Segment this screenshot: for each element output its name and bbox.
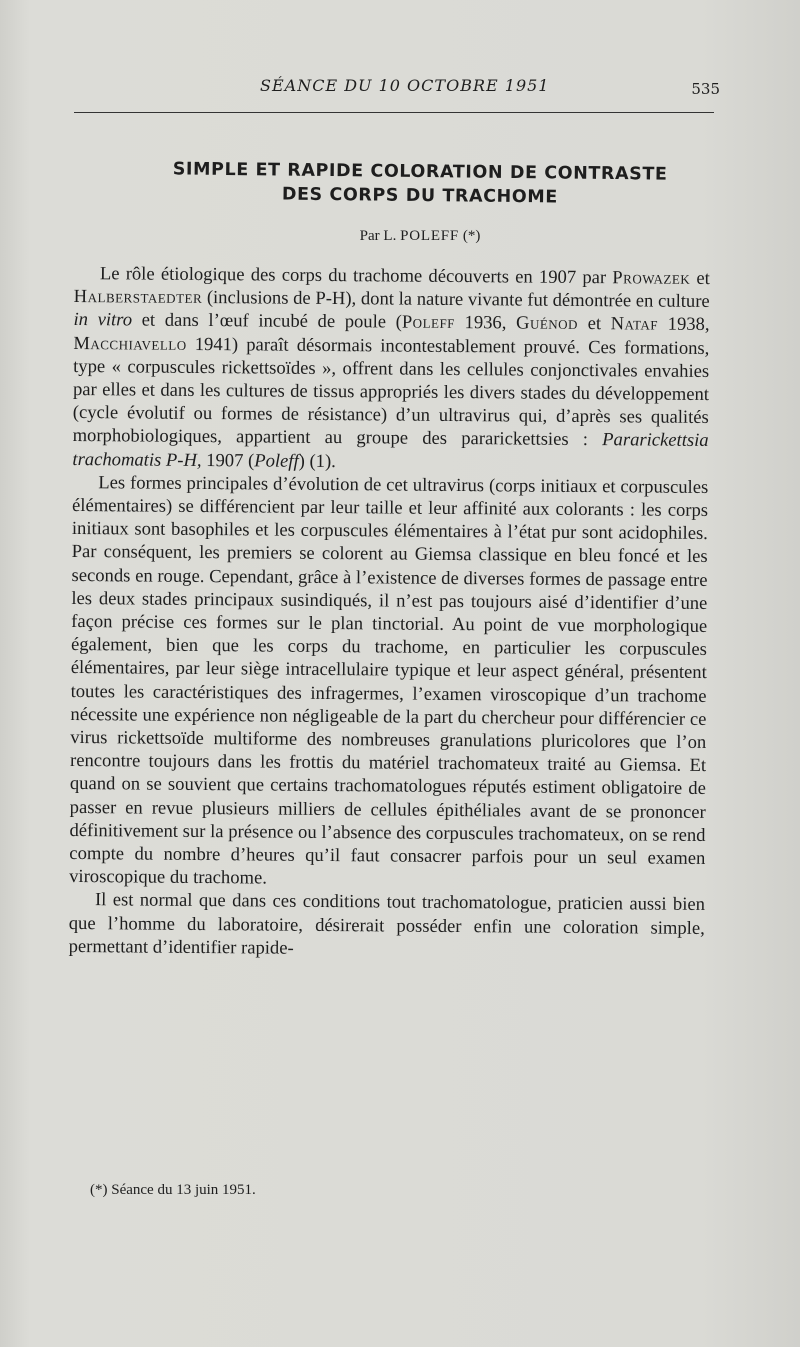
author-prefix: Par L. (359, 228, 397, 244)
cited-author: Halberstaedter (73, 286, 203, 309)
paragraph-2: Les formes principales d’évolution de cet ultravirus (corps initiaux et corpuscules élémentaires) se différencient par leur taille et leur affinité aux colorants : les corps initiaux sont basophiles et les corpuscules élémentaires à l’état pur sont acidophiles. Par conséquent, les premiers se colorent au Giemsa classique en bleu foncé et les seconds en rouge. Cependant, grâce à l’existence de diverses formes de passage entre les deux stades principaux susindiqués, il n’est pas toujours aisé d’identifier d’une façon précise ces formes sur le plan tinctorial. Au point de vue morphologique également, bien que les corps du trachome, en particulier les corpuscules élémentaires, par leur siège intracellulaire typique et leur aspect général, présentent toutes les caractéristiques des infragermes, l’examen viroscopique d’un trachome nécessite une expérience non négligeable de la part du chercheur pour différencier ce virus rickettsoïde multiforme des nombreuses granulations pluricolores que l’on rencontre toujours dans les frottis du matériel trachomateux traité au Giemsa. Et quand on se souvient que certains trachomatologues réputés estiment obligatoire de passer en revue plusieurs milliers de cellules épithéliales avant de se prononcer définitivement sur la présence ou l’absence des corpuscules trachomateux, on se rend compte du nombre d’heures qu’il faut consacrer parfois pour un seul examen viroscopique du trachome. (69, 472, 709, 889)
page-number: 535 (691, 80, 720, 98)
text-run: et (577, 313, 611, 335)
cited-author: Poleff (401, 311, 456, 334)
text-run: 1936, (454, 312, 517, 334)
footnote: (*) Séance du 13 juin 1951. (90, 1182, 256, 1198)
species-name: Pararickettsia trachomatis P-H, (72, 429, 709, 471)
running-title: SÉANCE DU 10 OCTOBRE 1951 (260, 76, 550, 95)
italic-term: in vitro (73, 309, 133, 331)
author-name: POLEFF (400, 228, 460, 244)
text-run: ) (1). (298, 450, 336, 472)
title-line-1: SIMPLE ET RAPIDE COLORATION DE CONTRASTE (172, 159, 668, 185)
header-rule (74, 112, 714, 113)
article-body (69, 262, 710, 963)
cited-author: Nataf (610, 313, 659, 335)
italic-author: Poleff (254, 450, 299, 472)
running-header (70, 76, 720, 104)
title-line-2: DES CORPS DU TRACHOME (281, 184, 558, 208)
text-run: 1938, (657, 313, 710, 336)
text-run: 1941) paraît désormais incontestablement prouvé. Ces formations, type « corpuscules rickettsoïdes », offrent dans les cellules conjonctivales envahies par elles et dans les cultures de tissus appropriés les divers stades du développement (cycle évolutif ou formes de résistance) d’un ultravirus qui, d’après ses qualités morphobiologiques, appartient au groupe des pararickettsies : (72, 333, 710, 451)
text-run: (inclusions de P-H), dont la nature vivante fut démontrée en culture (202, 287, 710, 313)
text-run: 1907 ( (201, 449, 255, 472)
cited-author: Prowazek (612, 267, 691, 289)
paragraph-3: Il est normal que dans ces conditions tout trachomatologue, praticien aussi bien que l’homme du laboratoire, désirerait posséder enfin une coloration simple, permettant d’identifier rapide- (68, 889, 706, 959)
cited-author: Macchiavello (73, 332, 187, 355)
text-run: Le rôle étiologique des corps du trachome découverts en 1907 par (99, 263, 613, 289)
author-line (110, 228, 730, 245)
paragraph-1 (72, 262, 710, 476)
author-footnote-mark: (*) (462, 228, 481, 244)
text-run: et dans l’œuf incubé de poule ( (131, 309, 402, 333)
text-run: et (690, 267, 710, 289)
article-title (110, 157, 730, 211)
cited-author: Guénod (515, 312, 579, 335)
